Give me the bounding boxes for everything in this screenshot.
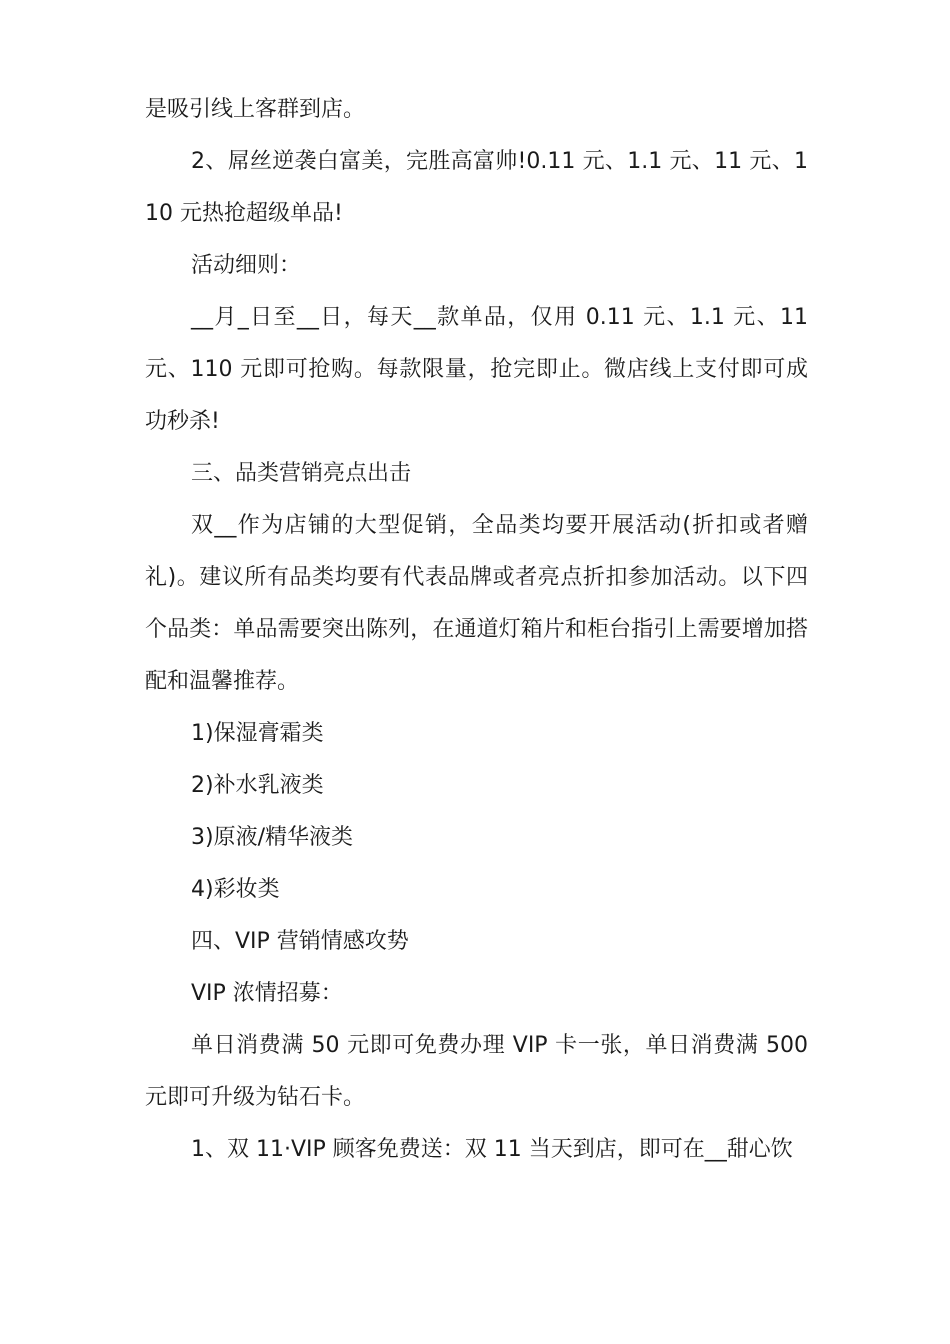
paragraph-14: 1、双 11·VIP 顾客免费送：双 11 当天到店，即可在__甜心饮 xyxy=(191,1137,793,1162)
paragraph-4: __月_日至__日，每天__款单品，仅用 0.11 元、1.1 元、11 元、110 元即可抢购。每款限量，抢完即止。微店线上支付即可成功秒杀! xyxy=(145,305,808,434)
section-heading-4: 四、VIP 营销情感攻势 xyxy=(191,929,409,954)
list-item-1: 1)保湿膏霜类 xyxy=(191,721,324,746)
paragraph-2: 2、屌丝逆袭白富美，完胜高富帅!0.11 元、1.1 元、11 元、110 元热抢超级单品! xyxy=(145,149,808,226)
list-item-4: 4)彩妆类 xyxy=(191,877,280,902)
paragraph-6: 双__作为店铺的大型促销，全品类均要开展活动(折扣或者赠礼)。建议所有品类均要有代表品牌或者亮点折扣参加活动。以下四个品类：单品需要突出陈列，在通道灯箱片和柜台指引上需要增加搭配和温馨推荐。 xyxy=(145,513,808,694)
paragraph-1: 是吸引线上客群到店。 xyxy=(145,97,366,122)
list-item-3: 3)原液/精华液类 xyxy=(191,825,353,850)
list-item-2: 2)补水乳液类 xyxy=(191,773,324,798)
paragraph-13: 单日消费满 50 元即可免费办理 VIP 卡一张，单日消费满 500 元即可升级为钻石卡。 xyxy=(145,1033,808,1110)
paragraph-3: 活动细则： xyxy=(191,253,302,278)
section-heading-3: 三、品类营销亮点出击 xyxy=(191,461,412,486)
paragraph-12: VIP 浓情招募： xyxy=(191,981,343,1006)
document-body xyxy=(145,84,808,1176)
